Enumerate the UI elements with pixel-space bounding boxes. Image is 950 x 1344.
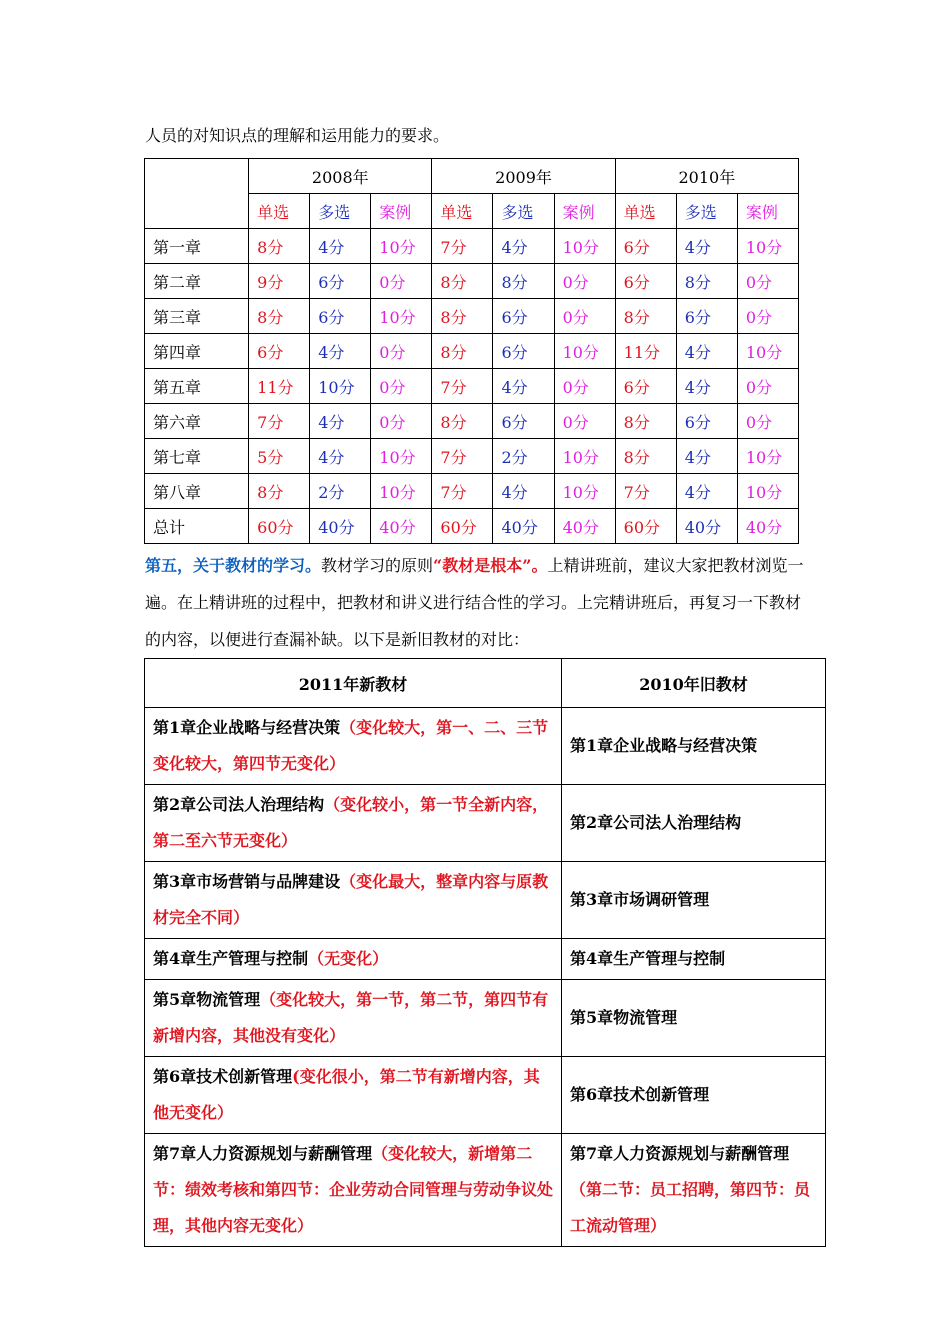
score-row	[145, 299, 799, 334]
book-table-body	[145, 708, 826, 1247]
change-note: （第二节：员工招聘，第四节：员工流动管理）	[570, 1180, 811, 1235]
score-cell: 6分	[310, 264, 371, 299]
score-cell: 60分	[615, 509, 676, 544]
score-cell: 60分	[432, 509, 493, 544]
old-textbook-cell	[562, 785, 826, 862]
chapter-label: 第二章	[145, 264, 249, 299]
score-cell: 8分	[432, 334, 493, 369]
type-single-header: 单选	[249, 194, 310, 229]
old-textbook-header: 2010年旧教材	[562, 659, 826, 708]
change-note: （无变化）	[308, 949, 389, 968]
chapter-title: 第3章市场调研管理	[570, 890, 710, 909]
score-cell: 60分	[249, 509, 310, 544]
type-case-header: 案例	[737, 194, 798, 229]
score-cell: 4分	[493, 229, 554, 264]
chapter-title: 第5章物流管理	[570, 1008, 678, 1027]
chapter-label: 第七章	[145, 439, 249, 474]
intro-text: 人员的对知识点的理解和运用能力的要求。	[145, 126, 450, 145]
score-cell: 0分	[737, 264, 798, 299]
score-cell: 40分	[676, 509, 737, 544]
score-row	[145, 474, 799, 509]
score-cell: 10分	[554, 334, 615, 369]
score-cell: 4分	[493, 369, 554, 404]
change-note: （变化较大，新增第二节：绩效考核和第四节：企业劳动合同管理与劳动争议处理，其他内容无变化）	[153, 1144, 554, 1235]
score-cell: 6分	[676, 404, 737, 439]
score-cell: 4分	[310, 334, 371, 369]
score-cell: 6分	[493, 334, 554, 369]
score-row	[145, 369, 799, 404]
score-cell: 8分	[615, 404, 676, 439]
chapter-title: 第3章市场营销与品牌建设	[153, 872, 341, 891]
new-textbook-header: 2011年新教材	[145, 659, 562, 708]
score-cell: 10分	[554, 439, 615, 474]
paragraph-text: 上精讲班前，建议大家把教材浏览一遍。在上精讲班的过程中，把教材和讲义进行结合性的学习。上完精讲班后，再复习一下教材的内容，以便进行查漏补缺。以下是新旧教材的对比：	[145, 556, 804, 649]
score-cell: 6分	[310, 299, 371, 334]
type-single-header: 单选	[615, 194, 676, 229]
score-cell: 8分	[249, 474, 310, 509]
old-textbook-cell	[562, 1057, 826, 1134]
emphasis-text: “教材是根本”。	[433, 556, 548, 575]
score-cell: 0分	[371, 404, 432, 439]
score-cell: 4分	[310, 229, 371, 264]
score-cell: 6分	[249, 334, 310, 369]
chapter-title: 第1章企业战略与经营决策	[153, 718, 341, 737]
old-textbook-cell	[562, 980, 826, 1057]
change-note: （变化较大，第一节，第二节，第四节有新增内容，其他没有变化）	[153, 990, 549, 1045]
book-row	[145, 939, 826, 980]
score-cell: 8分	[432, 404, 493, 439]
chapter-label: 第一章	[145, 229, 249, 264]
new-textbook-cell	[145, 708, 562, 785]
score-cell: 2分	[310, 474, 371, 509]
chapter-title: 第6章技术创新管理	[570, 1085, 710, 1104]
chapter-title: 第7章人力资源规划与薪酬管理	[570, 1144, 790, 1163]
score-cell: 10分	[371, 299, 432, 334]
book-row	[145, 1057, 826, 1134]
score-cell: 10分	[371, 474, 432, 509]
book-row	[145, 980, 826, 1057]
old-textbook-cell	[562, 862, 826, 939]
score-cell: 0分	[554, 369, 615, 404]
score-cell: 2分	[493, 439, 554, 474]
type-case-header: 案例	[554, 194, 615, 229]
chapter-title: 第5章物流管理	[153, 990, 261, 1009]
score-table	[144, 158, 799, 544]
chapter-title: 第2章公司法人治理结构	[153, 795, 325, 814]
score-cell: 4分	[676, 229, 737, 264]
score-cell: 0分	[737, 369, 798, 404]
chapter-label: 第三章	[145, 299, 249, 334]
score-cell: 7分	[615, 474, 676, 509]
score-cell: 7分	[432, 439, 493, 474]
textbook-paragraph	[145, 547, 815, 658]
book-row	[145, 785, 826, 862]
score-cell: 0分	[554, 299, 615, 334]
score-cell: 8分	[676, 264, 737, 299]
score-cell: 40分	[310, 509, 371, 544]
type-multi-header: 多选	[676, 194, 737, 229]
score-cell: 10分	[310, 369, 371, 404]
change-note: （变化较大，第一、二、三节变化较大，第四节无变化）	[153, 718, 549, 773]
year-header: 2008年	[249, 159, 432, 194]
score-cell: 10分	[371, 229, 432, 264]
book-row	[145, 708, 826, 785]
score-cell: 10分	[737, 334, 798, 369]
score-cell: 40分	[371, 509, 432, 544]
score-cell: 10分	[371, 439, 432, 474]
score-cell: 10分	[737, 439, 798, 474]
change-note: (变化很小，第二节有新增内容，其他无变化）	[153, 1067, 540, 1122]
score-cell: 4分	[676, 439, 737, 474]
new-textbook-cell	[145, 785, 562, 862]
score-cell: 7分	[249, 404, 310, 439]
score-cell: 6分	[493, 299, 554, 334]
score-cell: 10分	[737, 229, 798, 264]
chapter-label: 第五章	[145, 369, 249, 404]
corner-cell	[145, 159, 249, 229]
score-cell: 4分	[676, 369, 737, 404]
score-cell: 0分	[737, 404, 798, 439]
score-cell: 8分	[615, 299, 676, 334]
new-textbook-cell	[145, 980, 562, 1057]
score-cell: 8分	[249, 299, 310, 334]
type-case-header: 案例	[371, 194, 432, 229]
score-row	[145, 439, 799, 474]
score-cell: 4分	[493, 474, 554, 509]
score-cell: 0分	[554, 404, 615, 439]
year-header: 2009年	[432, 159, 615, 194]
score-cell: 0分	[737, 299, 798, 334]
chapter-title: 第4章生产管理与控制	[153, 949, 309, 968]
year-header-row	[145, 159, 799, 194]
score-cell: 4分	[310, 404, 371, 439]
score-cell: 0分	[371, 264, 432, 299]
score-table-body	[145, 229, 799, 544]
score-cell: 11分	[249, 369, 310, 404]
score-cell: 40分	[554, 509, 615, 544]
score-row	[145, 509, 799, 544]
chapter-title: 第7章人力资源规划与薪酬管理	[153, 1144, 373, 1163]
score-cell: 4分	[310, 439, 371, 474]
score-cell: 8分	[615, 439, 676, 474]
score-cell: 9分	[249, 264, 310, 299]
score-cell: 10分	[737, 474, 798, 509]
old-textbook-cell	[562, 708, 826, 785]
score-cell: 4分	[676, 474, 737, 509]
score-cell: 8分	[493, 264, 554, 299]
type-single-header: 单选	[432, 194, 493, 229]
score-row	[145, 334, 799, 369]
change-note: （变化较小，第一节全新内容，第二至六节无变化）	[153, 795, 549, 850]
chapter-label: 第六章	[145, 404, 249, 439]
change-note: （变化最大，整章内容与原教材完全不同）	[153, 872, 549, 927]
score-cell: 40分	[737, 509, 798, 544]
score-row	[145, 264, 799, 299]
chapter-label: 总计	[145, 509, 249, 544]
score-cell: 0分	[371, 334, 432, 369]
book-row	[145, 1134, 826, 1247]
chapter-label: 第八章	[145, 474, 249, 509]
textbook-comparison-table	[144, 658, 826, 1247]
new-textbook-cell	[145, 939, 562, 980]
score-cell: 7分	[432, 229, 493, 264]
chapter-title: 第2章公司法人治理结构	[570, 813, 742, 832]
chapter-title: 第6章技术创新管理	[153, 1067, 293, 1086]
score-cell: 6分	[676, 299, 737, 334]
paragraph-text: 教材学习的原则	[321, 556, 434, 575]
score-cell: 10分	[554, 474, 615, 509]
score-cell: 7分	[432, 474, 493, 509]
score-cell: 4分	[676, 334, 737, 369]
score-row	[145, 229, 799, 264]
year-header: 2010年	[615, 159, 798, 194]
score-cell: 8分	[249, 229, 310, 264]
new-textbook-cell	[145, 862, 562, 939]
score-cell: 7分	[432, 369, 493, 404]
new-textbook-cell	[145, 1057, 562, 1134]
score-row	[145, 404, 799, 439]
old-textbook-cell	[562, 1134, 826, 1247]
score-cell: 0分	[554, 264, 615, 299]
chapter-title: 第4章生产管理与控制	[570, 949, 726, 968]
score-cell: 6分	[615, 369, 676, 404]
score-cell: 6分	[615, 264, 676, 299]
book-row	[145, 862, 826, 939]
type-multi-header: 多选	[493, 194, 554, 229]
old-textbook-cell	[562, 939, 826, 980]
book-header-row	[145, 659, 826, 708]
score-cell: 8分	[432, 264, 493, 299]
score-cell: 6分	[493, 404, 554, 439]
new-textbook-cell	[145, 1134, 562, 1247]
score-cell: 8分	[432, 299, 493, 334]
section-heading: 第五，关于教材的学习。	[145, 556, 322, 575]
score-cell: 10分	[554, 229, 615, 264]
chapter-title: 第1章企业战略与经营决策	[570, 736, 758, 755]
score-cell: 11分	[615, 334, 676, 369]
score-cell: 5分	[249, 439, 310, 474]
chapter-label: 第四章	[145, 334, 249, 369]
score-cell: 6分	[615, 229, 676, 264]
type-multi-header: 多选	[310, 194, 371, 229]
score-cell: 40分	[493, 509, 554, 544]
score-cell: 0分	[371, 369, 432, 404]
